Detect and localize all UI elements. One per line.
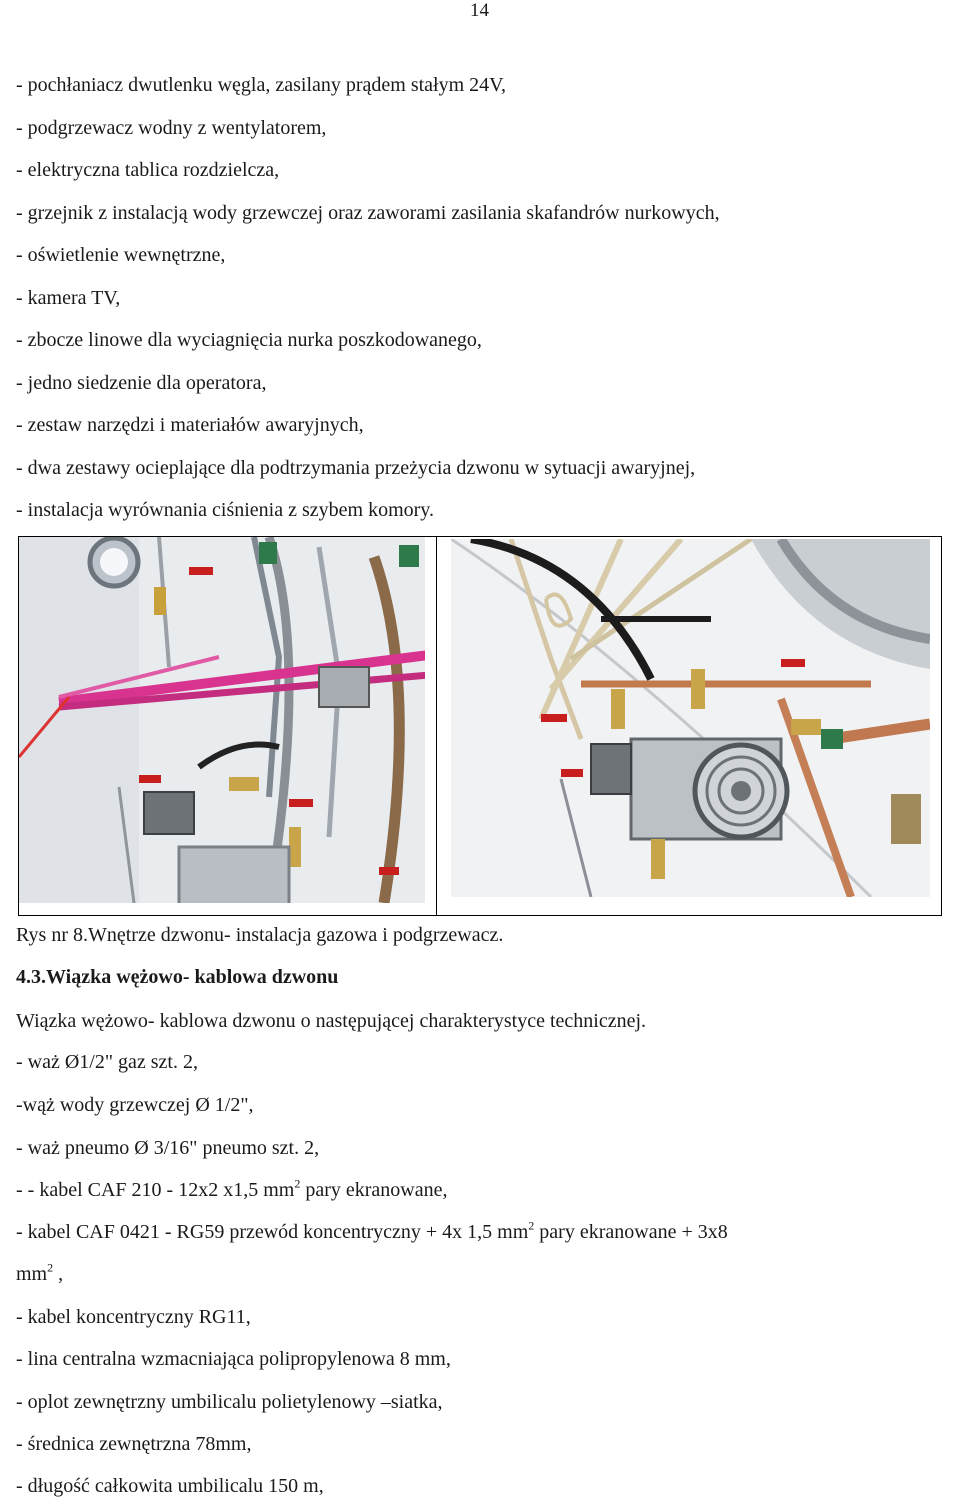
cable-caf0421-suffix: pary ekranowane + 3x8 — [534, 1221, 728, 1243]
figure-caption: Rys nr 8.Wnętrze dzwonu- instalacja gazowa i podgrzewacz. — [16, 924, 504, 946]
list-item: - oświetlenie wewnętrzne, — [16, 244, 226, 266]
list-item-cable-caf0421 — [16, 1220, 944, 1244]
list-item: - instalacja wyrównania ciśnienia z szybem komory. — [16, 499, 435, 521]
list-item: - grzejnik z instalacją wody grzewczej oraz zaworami zasilania skafandrów nurkowych, — [16, 202, 720, 224]
list-item: - pochłaniacz dwutlenku węgla, zasilany prądem stałym 24V, — [16, 74, 507, 96]
list-item: - jedno siedzenie dla operatora, — [16, 372, 267, 394]
photo-gas-installation — [19, 537, 425, 903]
superscript: 2 — [47, 1260, 54, 1275]
list-item: - kamera TV, — [16, 287, 121, 309]
list-item-cable-caf0421-cont — [16, 1262, 63, 1286]
list-item: - dwa zestawy ocieplające dla podtrzymania przeżycia dzwonu w sytuacji awaryjnej, — [16, 457, 696, 479]
page-number: 14 — [470, 0, 489, 21]
list-item: - zestaw narzędzi i materiałów awaryjnych, — [16, 414, 364, 436]
list-item-hose-pneumo: - waż pneumo Ø 3/16" pneumo szt. 2, — [16, 1137, 320, 1159]
list-item: - podgrzewacz wodny z wentylatorem, — [16, 117, 327, 139]
list-item: - zbocze linowe dla wyciagnięcia nurka poszkodowanego, — [16, 329, 482, 351]
list-item-central-line: - lina centralna wzmacniająca polipropylenowa 8 mm, — [16, 1348, 451, 1370]
list-item: - elektryczna tablica rozdzielcza, — [16, 159, 280, 181]
superscript: 2 — [528, 1218, 535, 1233]
list-item-length: - długość całkowita umbilicalu 150 m, — [16, 1475, 324, 1497]
section-intro: Wiązka wężowo- kablowa dzwonu o następującej charakterystyce technicznej. — [16, 1010, 647, 1032]
list-item-hose-gas: - waż Ø1/2" gaz szt. 2, — [16, 1051, 198, 1073]
figure-divider — [436, 536, 437, 916]
unit-text: mm — [16, 1263, 48, 1285]
cable-caf210-suffix: pary ekranowane, — [300, 1179, 448, 1201]
punctuation: , — [53, 1263, 64, 1285]
section-heading: 4.3.Wiązka wężowo- kablowa dzwonu — [16, 966, 339, 988]
list-item-cable-rg11: - kabel koncentryczny RG11, — [16, 1306, 251, 1328]
cable-caf0421-text: - kabel CAF 0421 - RG59 przewód koncentryczny + 4x 1,5 mm — [16, 1221, 529, 1243]
list-item-hose-water: -wąż wody grzewczej Ø 1/2", — [16, 1094, 254, 1116]
list-item-braid: - oplot zewnętrzny umbilicalu polietylenowy –siatka, — [16, 1391, 443, 1413]
list-item-diameter: - średnica zewnętrzna 78mm, — [16, 1433, 252, 1455]
superscript: 2 — [294, 1176, 301, 1191]
list-item-cable-caf210 — [16, 1178, 447, 1202]
cable-caf210-text: - - kabel CAF 210 - 12x2 x1,5 mm — [16, 1179, 295, 1201]
photo-heater — [451, 539, 930, 897]
